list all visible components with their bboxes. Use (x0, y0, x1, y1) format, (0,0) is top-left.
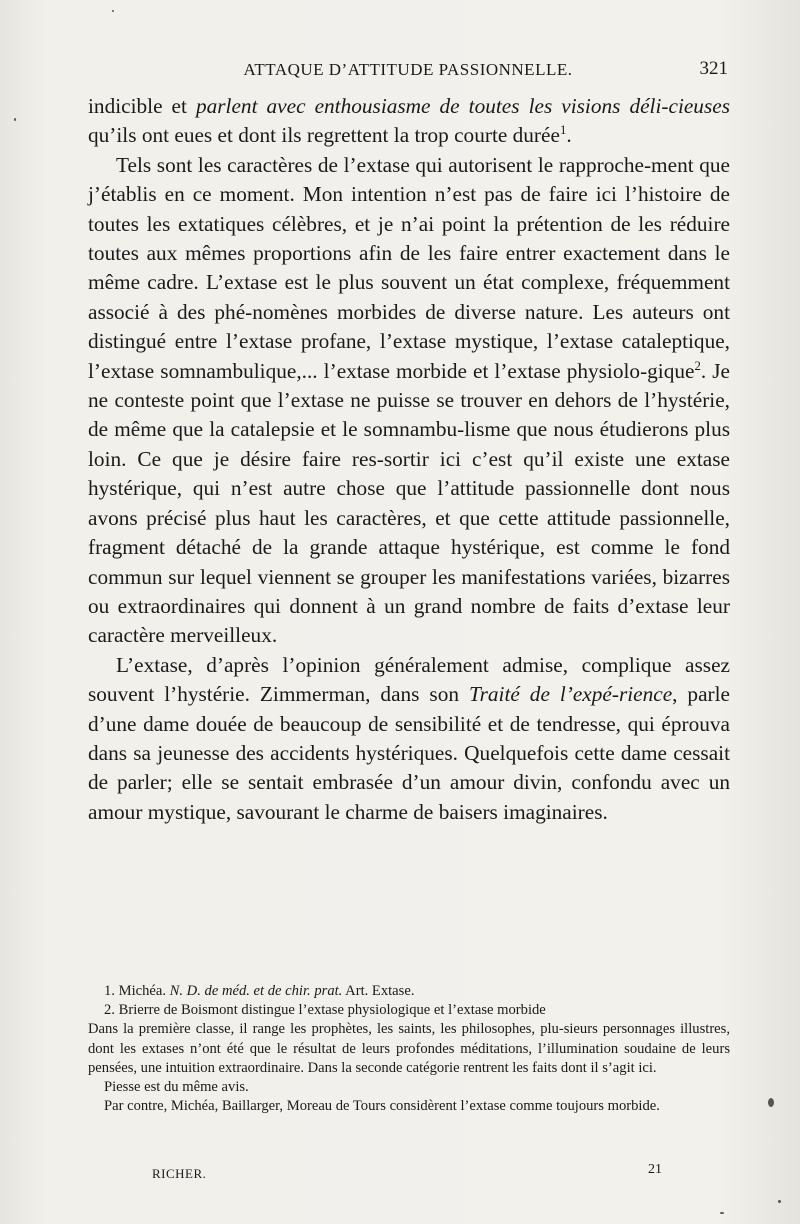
text-run: Art. Extase. (342, 983, 415, 999)
paragraph-3 (88, 651, 730, 827)
paragraph-1 (88, 92, 730, 151)
footnote-note: Par contre, Michéa, Baillarger, Moreau de Tours considèrent l’extase comme toujours morbide. (104, 1098, 660, 1115)
text-run: , parle d’une dame douée de beaucoup de sensibilité et de tendresse, qui éprouva dans sa jeunesse des accidents hystériques. Quelquefois cette dame cessait de parler; elle se sentait embrasée d’un amour divin, confondu avec un amour mystique, savourant le charme de baisers imaginaires. (88, 682, 730, 824)
ink-speck (14, 118, 16, 121)
page-footer (88, 1162, 730, 1184)
sheet-number: 21 (648, 1162, 662, 1177)
italic-run: parlent avec enthousiasme de toutes les visions déli-cieuses (195, 94, 730, 118)
signature-mark: RICHER. (152, 1166, 207, 1181)
ink-speck (768, 1098, 774, 1107)
footnote-ref: 1 (559, 123, 567, 138)
ink-speck (112, 10, 114, 12)
ink-speck (720, 1212, 724, 1214)
text-run: Tels sont les caractères de l’extase qui autorisent le rapproche-ment que j’établis en ce moment. Mon intention n’est pas de faire ici l’histoire de toutes les extatiques célèbres, et je n’ai point la prétention de les réduire toutes aux mêmes proportions afin de les faire entrer exactement dans le même cadre. L’extase est le plus souvent un état complexe, fréquemment associé à des phé-nomènes morbides de diverse nature. Les auteurs ont distingué entre l’extase profane, l’extase mystique, l’extase cataleptique, l’extase somnambulique,... l’extase morbide et l’extase physiolo-gique (88, 152, 730, 383)
footnotes (88, 982, 730, 1116)
italic-run: Traité de l’expé-rience (468, 682, 673, 707)
main-text (88, 92, 730, 827)
text-run: . (566, 123, 572, 148)
text-run: L’extase, d’après l’opinion généralement admise, complique assez souvent l’hystérie. Zimmerman, dans son (88, 652, 730, 707)
text-run: qu’ils ont eues et dont ils regrettent la trop courte durée (88, 123, 560, 148)
paragraph-2 (88, 151, 730, 651)
footnote-2: 2. Brierre de Boismont distingue l’extase physiologique et l’extase morbide (104, 1002, 546, 1019)
footnote-2-continued: Dans la première classe, il range les prophètes, les saints, les philosophes, plu-sieurs personnages illustres, dont les extases n’ont été que le résultat de leurs profondes méditations, l’illumination soudaine de leurs pensées, une intuition extraordinaire. Dans la seconde catégorie rentrent les faits dont il s’agit ici. (88, 1021, 730, 1076)
italic-run: N. D. de méd. et de chir. prat. (169, 983, 343, 999)
page-number: 321 (699, 58, 728, 79)
footnote-number: 1. Michéa. (104, 983, 170, 999)
footnote-ref: 2 (694, 358, 701, 373)
running-title: ATTAQUE D’ATTITUDE PASSIONNELLE. (243, 60, 573, 79)
text-run: indicible et (88, 94, 196, 118)
text-run: . Je ne conteste point que l’extase ne puisse se trouver en dehors de l’hystérie, de même que la catalepsie et le somnambu-lisme que nous étudierons plus loin. Ce que je désire faire res-sortir ici c’est qu’il existe une extase hystérique, qui n’est autre chose que l’attitude passionnelle dont nous avons précisé plus haut les caractères, et que cette attitude passionnelle, fragment détaché de la grande attaque hystérique, est comme le fond commun sur lequel viennent se grouper les manifestations variées, bizarres ou extraordinaires qui donnent à un grand nombre de faits d’extase leur caractère merveilleux. (88, 358, 730, 648)
footnote-1 (88, 982, 730, 1001)
ink-speck (778, 1200, 781, 1203)
page-header (88, 58, 728, 84)
footnote-note: Piesse est du même avis. (104, 1079, 249, 1096)
